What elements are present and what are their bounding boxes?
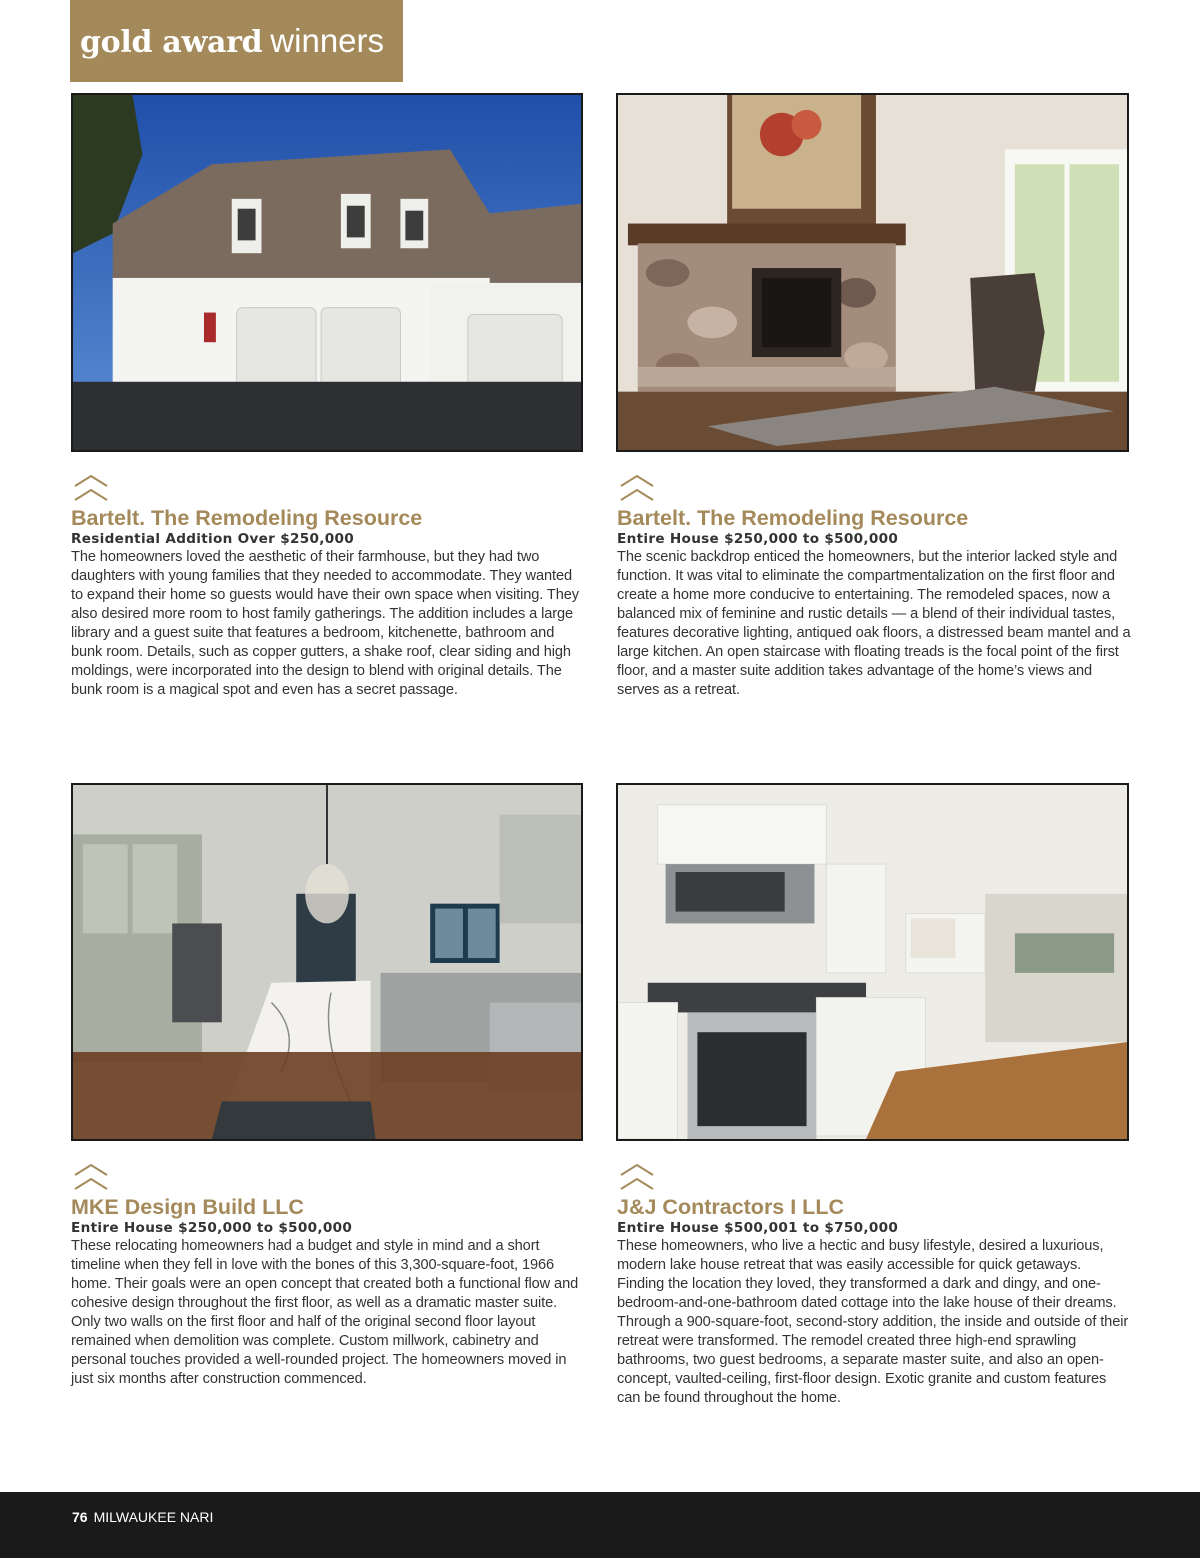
company-name: Bartelt. The Remodeling Resource [617, 506, 969, 530]
award-entry [617, 1161, 1132, 1408]
section-header [70, 0, 403, 82]
double-chevron-up-icon [71, 472, 111, 504]
award-entry [71, 472, 586, 700]
double-chevron-up-icon [617, 1161, 657, 1193]
page-footer [0, 1492, 1200, 1558]
header-title-light: winners [270, 22, 385, 59]
photo-fireplace [616, 93, 1129, 452]
header-title-bold: gold award [80, 25, 263, 60]
entry-description: The homeowners loved the aesthetic of their farmhouse, but they had two daughters with young families that they needed to accommodate. They wanted to expand their home so guests would have their own space when visiting. They also desired more room to host family gatherings. The addition includes a large library and a guest suite that features a bedroom, kitchenette, bathroom and bunk room. Details, such as copper gutters, a shake roof, clear siding and high moldings, were incorporated into the design to blend with original details. The bunk room is a magical spot and even has a secret passage. [71, 549, 579, 698]
double-chevron-up-icon [617, 472, 657, 504]
entry-description: The scenic backdrop enticed the homeowners, but the interior lacked style and function. It was vital to eliminate the compartmentalization on the first floor and create a home more conducive to entertaining. The remodeled spaces, now a balanced mix of feminine and rustic details — a blend of their individual tastes, features decorative lighting, antiqued oak floors, a distressed beam mantel and a large kitchen. An open staircase with floating treads is the focal point of the first floor, and a master suite addition takes advantage of the home’s views and serves as a retreat. [617, 549, 1131, 698]
award-category: Entire House $250,000 to $500,000 [71, 1220, 353, 1236]
award-entry [617, 472, 1132, 700]
publication-name: MILWAUKEE NARI [93, 1509, 214, 1525]
award-category: Entire House $250,000 to $500,000 [617, 531, 899, 547]
photo-white-kitchen [616, 783, 1129, 1141]
footer-text [72, 1509, 213, 1525]
company-name: MKE Design Build LLC [71, 1195, 304, 1219]
award-category: Entire House $500,001 to $750,000 [617, 1220, 899, 1236]
photo-farmhouse [71, 93, 583, 452]
company-name: Bartelt. The Remodeling Resource [71, 506, 423, 530]
photo-kitchen-island [71, 783, 583, 1141]
award-entry [71, 1161, 586, 1389]
double-chevron-up-icon [71, 1161, 111, 1193]
entry-description: These relocating homeowners had a budget and style in mind and a short timeline when they fell in love with the bones of this 3,300-square-foot, 1966 home. Their goals were an open concept that created both a functional flow and cohesive design throughout the first floor, as well as a dramatic master suite. Only two walls on the first floor and half of the original second floor layout remained when demolition was complete. Custom millwork, cabinetry and personal touches provided a well-rounded project. The homeowners moved in just six months after construction commenced. [71, 1238, 579, 1387]
company-name: J&J Contractors I LLC [617, 1195, 844, 1219]
entry-description: These homeowners, who live a hectic and busy lifestyle, desired a luxurious, modern lake house retreat that was easily accessible for quick getaways. Finding the location they loved, they transformed a dark and dingy, and one-bedroom-and-one-bathroom dated cottage into the lake house of their dreams. Through a 900-square-foot, second-story addition, the inside and outside of their retreat were transformed. The remodel created three high-end sprawling bathrooms, two guest bedrooms, a separate master suite, and also an open-concept, vaulted-ceiling, first-floor design. Exotic granite and custom features can be found throughout the home. [617, 1238, 1129, 1406]
award-category: Residential Addition Over $250,000 [71, 531, 354, 547]
page-number: 76 [72, 1509, 88, 1525]
